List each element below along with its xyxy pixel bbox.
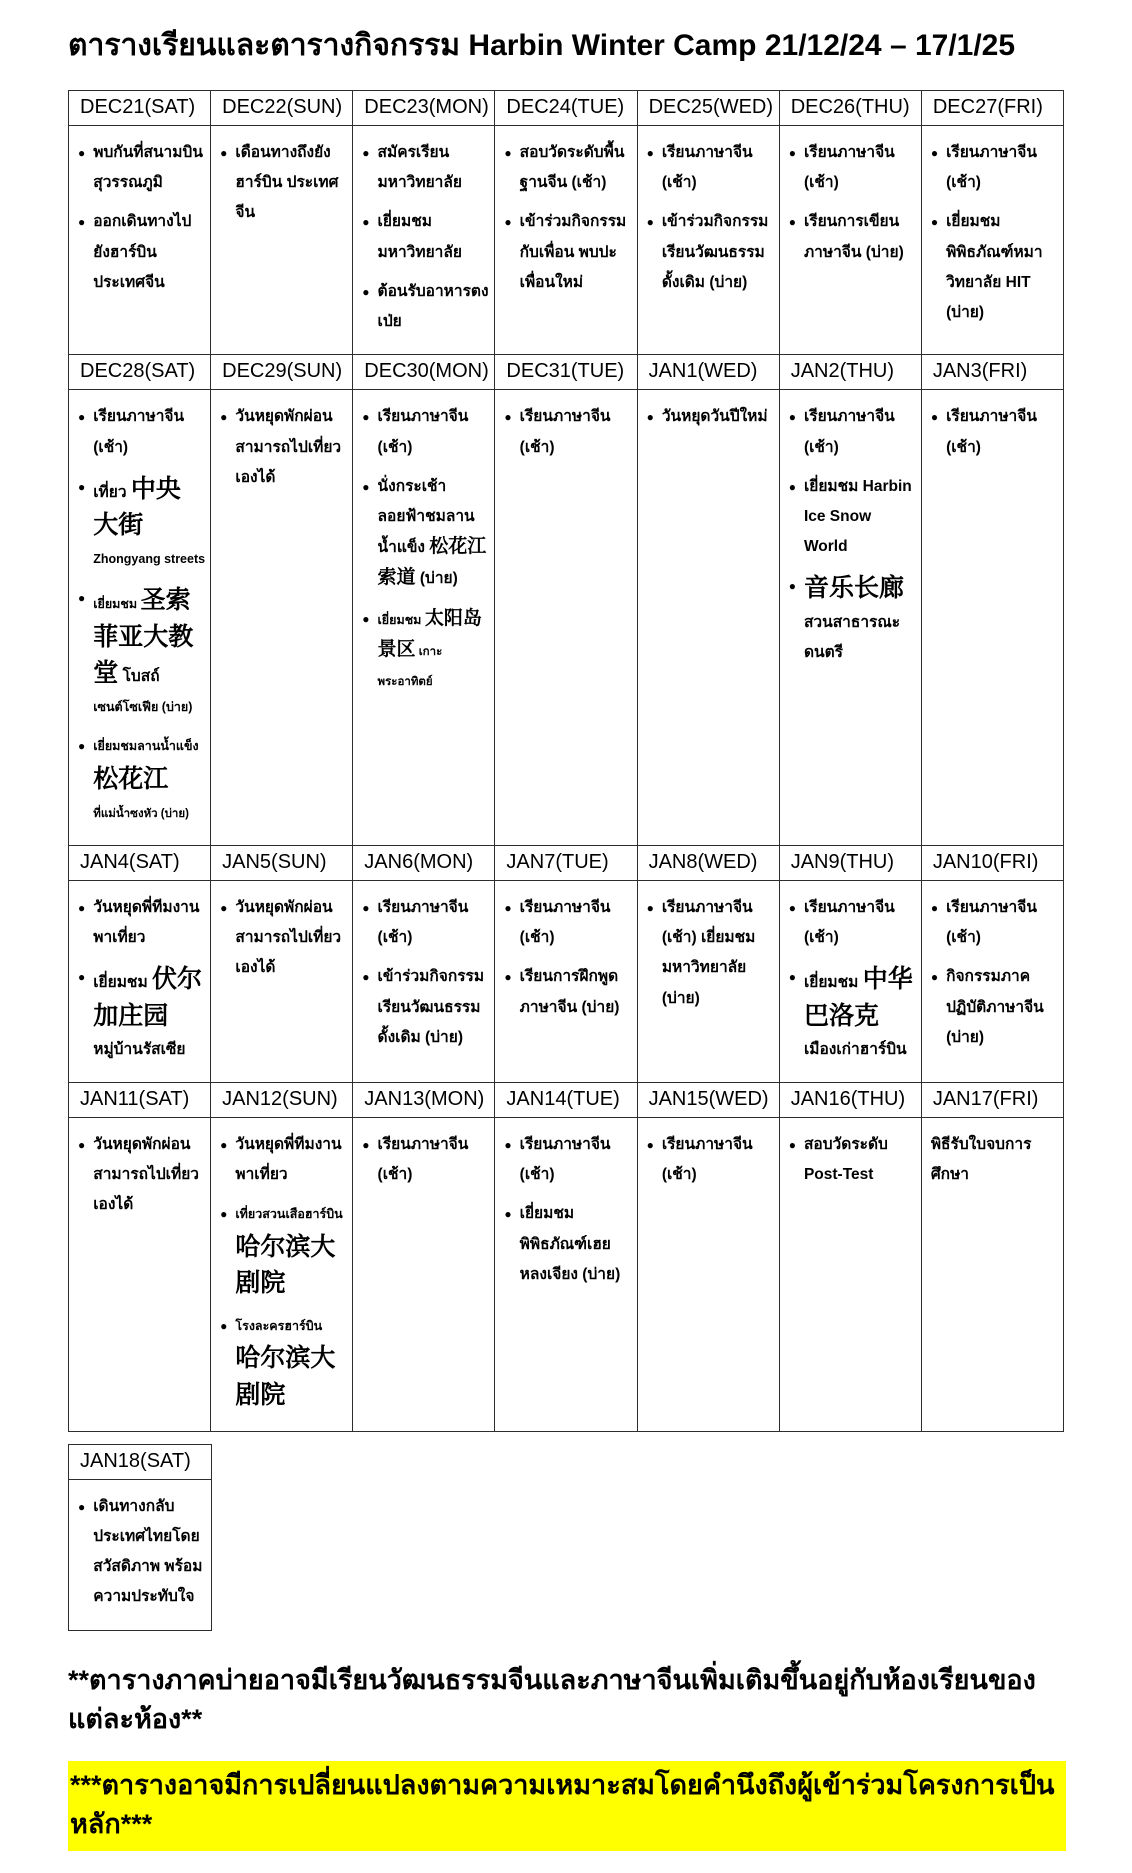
bullet-icon: ● xyxy=(646,215,654,230)
bullet-icon: ● xyxy=(78,410,86,425)
schedule-item xyxy=(789,402,916,462)
schedule-item xyxy=(647,138,774,198)
item-text xyxy=(946,402,1058,462)
schedule-item xyxy=(220,1199,347,1302)
schedule-item xyxy=(220,893,347,984)
day-cell xyxy=(69,126,211,355)
item-text xyxy=(946,893,1058,953)
text-segment: เรียนภาษาจีน (เช้า) xyxy=(661,1136,753,1184)
text-segment: ที่แม่น้ำซงหัว (บ่าย) xyxy=(93,807,189,820)
day-cell xyxy=(779,126,921,355)
schedule-item xyxy=(789,207,916,267)
day-header: JAN16(THU) xyxy=(779,1083,921,1118)
text-segment: เยี่ยมชมพิพิธภัณฑ์หมาวิทยาลัย HIT (บ่าย) xyxy=(946,213,1043,322)
schedule-item xyxy=(931,402,1058,462)
text-segment: นั่งกระเช้าลอยฟ้าชมลานน้ำแข็ง xyxy=(377,477,475,557)
schedule-item xyxy=(362,472,489,595)
bullet-icon: ● xyxy=(646,146,654,160)
item-text xyxy=(662,402,768,432)
item-text xyxy=(804,962,916,1065)
schedule-item xyxy=(647,402,774,432)
item-text xyxy=(378,277,490,337)
bullet-icon: ● xyxy=(504,215,512,230)
item-text xyxy=(235,1130,347,1190)
text-segment: ต้อนรับอาหารตงเป่ย xyxy=(377,282,489,331)
bullet-icon: ● xyxy=(504,970,512,985)
text-segment: 音乐长廊 xyxy=(803,573,904,603)
text-segment: เรียนภาษาจีน (เช้า) xyxy=(803,408,895,456)
day-header: JAN18(SAT) xyxy=(69,1444,212,1479)
text-segment: 圣索菲亚大教堂 xyxy=(93,585,194,687)
day-header: DEC29(SUN) xyxy=(211,355,353,390)
bullet-icon: ● xyxy=(646,1138,654,1153)
item-text xyxy=(235,138,347,229)
bullet-icon: ● xyxy=(78,479,86,494)
text-segment: เรียนภาษาจีน (เช้า) xyxy=(803,898,895,947)
day-cell xyxy=(495,390,637,846)
item-text xyxy=(520,962,632,1022)
text-segment: สมัครเรียนมหาวิทยาลัย xyxy=(377,144,462,192)
text-segment: เยี่ยมชมมหาวิทยาลัย xyxy=(377,213,462,261)
item-text xyxy=(378,893,490,953)
text-segment: เยี่ยมชม Harbin Ice Snow World xyxy=(803,477,912,556)
item-text xyxy=(946,138,1058,198)
item-text xyxy=(804,402,916,462)
text-segment: โรงละครฮาร์บิน xyxy=(235,1319,323,1334)
week-header-row xyxy=(69,845,1064,880)
item-text xyxy=(235,1199,347,1302)
bullet-icon: ● xyxy=(788,479,796,494)
item-text xyxy=(662,138,774,198)
day-cell xyxy=(637,1118,779,1432)
text-segment: Zhongyang streets xyxy=(93,552,206,567)
text-segment: วันหยุดพักผ่อนสามารถไปเที่ยวเองได้ xyxy=(235,408,342,486)
bullet-icon: ● xyxy=(504,1207,512,1222)
day-header: JAN8(WED) xyxy=(637,845,779,880)
week-content-row xyxy=(69,390,1064,846)
bullet-icon: ● xyxy=(220,1207,228,1222)
day-header: DEC23(MON) xyxy=(353,91,495,126)
schedule-item xyxy=(504,138,631,198)
day-cell xyxy=(637,880,779,1082)
bullet-icon: ● xyxy=(362,900,370,915)
text-segment: 松花江索道 xyxy=(377,535,487,589)
schedule-item xyxy=(504,962,631,1022)
item-text xyxy=(93,138,205,198)
bullet-icon: ● xyxy=(788,970,796,985)
day-cell xyxy=(353,126,495,355)
week-header-row xyxy=(69,355,1064,390)
day-header: JAN9(THU) xyxy=(779,845,921,880)
text-segment: เซนต์โซเฟีย (บ่าย) xyxy=(93,700,193,715)
day-header: DEC28(SAT) xyxy=(69,355,211,390)
item-text xyxy=(520,893,632,953)
bullet-icon: ● xyxy=(788,215,796,230)
day-header: JAN2(THU) xyxy=(779,355,921,390)
day-header: JAN17(FRI) xyxy=(921,1083,1063,1118)
text-segment: เรียนภาษาจีน (เช้า) xyxy=(946,144,1037,192)
schedule-item xyxy=(931,207,1058,328)
schedule-item xyxy=(220,138,347,229)
day-cell xyxy=(69,1118,211,1432)
day-header: JAN14(TUE) xyxy=(495,1083,637,1118)
item-text xyxy=(520,207,632,298)
bullet-icon: ● xyxy=(362,146,370,160)
bullet-icon: ● xyxy=(362,1138,370,1153)
day-cell xyxy=(211,390,353,846)
schedule-item xyxy=(931,962,1058,1053)
text-segment: เรียนภาษาจีน (เช้า) xyxy=(946,408,1037,456)
item-text xyxy=(931,1130,1058,1190)
text-segment: (บ่าย) xyxy=(415,570,458,588)
text-segment: เดินทางกลับประเทศไทยโดยสวัสดิภาพ พร้อมความประทับใจ xyxy=(93,1497,203,1606)
text-segment: สอบวัดระดับพื้นฐานจีน (เช้า) xyxy=(519,144,625,192)
schedule-item xyxy=(78,1492,206,1613)
text-segment: 太阳岛景区 xyxy=(377,606,482,660)
text-segment: เรียนภาษาจีน (เช้า) เยี่ยมชมมหาวิทยาลัย (บ่าย) xyxy=(661,898,756,1007)
bullet-icon: ● xyxy=(220,410,228,425)
item-text xyxy=(378,402,490,462)
text-segment: เที่ยว xyxy=(93,483,131,501)
bullet-icon: ● xyxy=(362,479,370,494)
day-header: DEC30(MON) xyxy=(353,355,495,390)
item-text xyxy=(662,1130,774,1190)
item-text xyxy=(946,207,1058,328)
item-text xyxy=(804,1130,916,1190)
schedule-item xyxy=(789,472,916,563)
item-text xyxy=(378,962,490,1053)
item-text xyxy=(946,962,1058,1053)
item-text xyxy=(93,207,205,298)
week-header-row xyxy=(69,1444,212,1479)
item-text xyxy=(93,1130,205,1221)
day-cell xyxy=(637,390,779,846)
text-segment: เข้าร่วมกิจกรรมเรียนวัฒนธรรมดั้งเดิม (บ่าย) xyxy=(661,213,769,291)
bullet-icon: ● xyxy=(78,591,86,606)
day-cell xyxy=(69,390,211,846)
extra-week-table xyxy=(68,1444,212,1631)
text-segment: 中央大街 xyxy=(93,473,181,539)
day-header: DEC27(FRI) xyxy=(921,91,1063,126)
text-segment: หมู่บ้านรัสเซีย xyxy=(93,1040,186,1058)
bullet-icon: ● xyxy=(930,146,939,160)
day-header: JAN10(FRI) xyxy=(921,845,1063,880)
bullet-icon: ● xyxy=(930,410,939,425)
bullet-icon: ● xyxy=(362,970,370,985)
item-text xyxy=(93,962,205,1065)
text-segment: กิจกรรมภาคปฏิบัติภาษาจีน (บ่าย) xyxy=(946,968,1044,1046)
text-segment: เกาะพระอาทิตย์ xyxy=(377,645,443,689)
text-segment: เดือนทางถึงยังฮาร์บิน ประเทศจีน xyxy=(235,144,339,222)
day-cell xyxy=(211,126,353,355)
bullet-icon: ● xyxy=(362,284,370,299)
text-segment: เข้าร่วมกิจกรรมเรียนวัฒนธรรมดั้งเดิม (บ่าย) xyxy=(377,968,485,1046)
text-segment: เรียนภาษาจีน (เช้า) xyxy=(946,898,1037,947)
bullet-icon: ● xyxy=(930,970,939,985)
bullet-icon: ● xyxy=(788,1138,796,1153)
day-header: JAN5(SUN) xyxy=(211,845,353,880)
schedule-item xyxy=(504,1130,631,1190)
schedule-item xyxy=(789,138,916,198)
schedule-item xyxy=(78,962,205,1065)
schedule-item xyxy=(78,138,205,198)
note-afternoon-schedule: **ตารางภาคบ่ายอาจมีเรียนวัฒนธรรมจีนและภาษาจีนเพิ่มเติมขึ้นอยู่กับห้องเรียนของแต่ละห้อง** xyxy=(68,1664,1036,1734)
schedule-item xyxy=(362,207,489,267)
bullet-icon: ● xyxy=(78,739,86,754)
schedule-item xyxy=(362,277,489,337)
bullet-icon: ● xyxy=(788,579,796,594)
schedule-item xyxy=(78,583,205,722)
item-text xyxy=(235,1311,347,1414)
bullet-icon: ● xyxy=(78,1138,86,1153)
day-header: DEC26(THU) xyxy=(779,91,921,126)
bullet-icon: ● xyxy=(504,146,512,160)
bullet-icon: ● xyxy=(362,410,370,425)
text-segment: โบสถ์ xyxy=(118,667,160,685)
item-text xyxy=(235,893,347,984)
week-header-row xyxy=(69,1083,1064,1118)
schedule-item xyxy=(504,1199,631,1290)
footer-notes xyxy=(68,1661,1066,1873)
item-text xyxy=(378,1130,490,1190)
item-text xyxy=(520,402,632,462)
text-segment: วันหยุดวันปีใหม่ xyxy=(661,408,768,426)
bullet-icon: ● xyxy=(646,900,654,915)
week-content-row xyxy=(69,126,1064,355)
bullet-icon: ● xyxy=(78,900,86,915)
bullet-icon: ● xyxy=(78,1499,86,1514)
day-cell xyxy=(779,880,921,1082)
item-text xyxy=(93,893,205,953)
item-text xyxy=(93,1492,206,1613)
text-segment: เรียนภาษาจีน (เช้า) xyxy=(377,408,469,456)
day-cell xyxy=(921,390,1063,846)
bullet-icon: ● xyxy=(220,146,228,160)
text-segment: เที่ยวสวนเสือฮาร์บิน xyxy=(235,1207,343,1222)
bullet-icon: ● xyxy=(220,1138,228,1153)
schedule-item xyxy=(931,138,1058,198)
bullet-icon: ● xyxy=(930,900,939,915)
item-text xyxy=(662,893,774,1014)
item-text xyxy=(378,138,490,198)
text-segment: 松花江 xyxy=(93,763,169,793)
text-segment: เรียนภาษาจีน (เช้า) xyxy=(803,144,895,192)
bullet-icon: ● xyxy=(78,970,86,985)
text-segment: เข้าร่วมกิจกรรมกับเพื่อน พบปะเพื่อนใหม่ xyxy=(519,213,627,291)
schedule-item xyxy=(78,1130,205,1221)
schedule-item xyxy=(220,402,347,493)
schedule-item xyxy=(362,604,489,697)
item-text xyxy=(520,1199,632,1290)
bullet-icon: ● xyxy=(504,900,512,915)
week-header-row xyxy=(69,91,1064,126)
bullet-icon: ● xyxy=(220,1319,228,1334)
day-cell xyxy=(495,880,637,1082)
day-cell xyxy=(353,880,495,1082)
schedule-item xyxy=(78,472,205,575)
bullet-icon: ● xyxy=(788,900,796,915)
bullet-icon: ● xyxy=(504,410,512,425)
schedule-item xyxy=(931,1130,1058,1190)
day-cell xyxy=(921,880,1063,1082)
day-cell xyxy=(211,1118,353,1432)
text-segment: เรียนภาษาจีน (เช้า) xyxy=(519,898,611,947)
bullet-icon: ● xyxy=(788,146,796,160)
day-cell xyxy=(211,880,353,1082)
text-segment: 中华巴洛克 xyxy=(803,964,913,1030)
text-segment: เยี่ยมชม xyxy=(93,597,141,612)
text-segment: เรียนภาษาจีน (เช้า) xyxy=(93,408,185,456)
text-segment: เรียนการฝึกพูดภาษาจีน (บ่าย) xyxy=(519,968,620,1016)
schedule-item xyxy=(220,1130,347,1190)
item-text xyxy=(378,207,490,267)
schedule-item xyxy=(647,207,774,298)
schedule-table xyxy=(68,90,1064,1432)
item-text xyxy=(378,472,490,595)
item-text xyxy=(804,207,916,267)
text-segment: เยี่ยมชม xyxy=(377,612,425,627)
day-header: JAN3(FRI) xyxy=(921,355,1063,390)
day-cell xyxy=(353,1118,495,1432)
schedule-item xyxy=(362,962,489,1053)
item-text xyxy=(804,472,916,563)
text-segment: เรียนการเขียนภาษาจีน (บ่าย) xyxy=(803,213,904,261)
schedule-item xyxy=(78,731,205,828)
day-header: DEC21(SAT) xyxy=(69,91,211,126)
day-header: JAN4(SAT) xyxy=(69,845,211,880)
text-segment: 哈尔滨大剧院 xyxy=(235,1343,336,1409)
item-text xyxy=(804,138,916,198)
text-segment: เมืองเก่าฮาร์บิน xyxy=(803,1040,907,1058)
day-header: JAN7(TUE) xyxy=(495,845,637,880)
day-header: DEC25(WED) xyxy=(637,91,779,126)
week-content-row xyxy=(69,1118,1064,1432)
day-cell xyxy=(921,126,1063,355)
day-header: DEC22(SUN) xyxy=(211,91,353,126)
week-content-row xyxy=(69,880,1064,1082)
day-header: JAN13(MON) xyxy=(353,1083,495,1118)
item-text xyxy=(93,731,198,828)
item-text xyxy=(520,138,632,198)
text-segment: ออกเดินทางไปยังฮาร์บินประเทศจีน xyxy=(93,213,192,291)
day-header: DEC31(TUE) xyxy=(495,355,637,390)
day-header: JAN11(SAT) xyxy=(69,1083,211,1118)
schedule-item xyxy=(789,1130,916,1190)
item-text xyxy=(93,472,205,575)
schedule-item xyxy=(647,893,774,1014)
schedule-item xyxy=(362,893,489,953)
day-cell xyxy=(779,1118,921,1432)
schedule-item xyxy=(931,893,1058,953)
bullet-icon: ● xyxy=(788,410,796,425)
day-cell xyxy=(495,126,637,355)
text-segment: เรียนภาษาจีน (เช้า) xyxy=(377,1136,469,1184)
item-text xyxy=(93,402,205,462)
text-segment: เยี่ยมชม xyxy=(93,974,152,992)
day-cell xyxy=(353,390,495,846)
day-cell xyxy=(637,126,779,355)
day-header: JAN6(MON) xyxy=(353,845,495,880)
bullet-icon: ● xyxy=(220,900,228,915)
schedule-item xyxy=(78,207,205,298)
text-segment: 伏尔加庄园 xyxy=(93,964,202,1030)
schedule-item xyxy=(789,962,916,1065)
schedule-item xyxy=(789,571,916,668)
note-schedule-changes: ***ตารางอาจมีการเปลี่ยนแปลงตามความเหมาะสมโดยคำนึงถึงผู้เข้าร่วมโครงการเป็นหลัก*** xyxy=(68,1761,1066,1851)
text-segment: สวนสาธารณะดนตรี xyxy=(803,613,901,661)
text-segment: พบกันที่สนามบินสุวรรณภูมิ xyxy=(93,144,203,192)
item-text xyxy=(378,604,490,697)
schedule-item xyxy=(789,893,916,953)
text-segment: เยี่ยมชมพิพิธภัณฑ์เฮยหลงเจียง (บ่าย) xyxy=(519,1205,621,1283)
text-segment: เยี่ยมชมลานน้ำแข็ง xyxy=(93,739,199,754)
item-text xyxy=(93,583,205,722)
week-content-row xyxy=(69,1479,212,1630)
item-text xyxy=(804,571,916,668)
text-segment: 哈尔滨大剧院 xyxy=(235,1231,336,1297)
bullet-icon: ● xyxy=(930,215,939,230)
schedule-item xyxy=(220,1311,347,1414)
bullet-icon: ● xyxy=(78,215,86,230)
schedule-item xyxy=(78,402,205,462)
schedule-item xyxy=(647,1130,774,1190)
day-header: DEC24(TUE) xyxy=(495,91,637,126)
day-cell xyxy=(69,1479,212,1630)
text-segment: พิธีรับใบจบการศึกษา xyxy=(930,1136,1032,1184)
text-segment: วันหยุดพี่ทีมงานพาเที่ยว xyxy=(235,1136,342,1184)
schedule-item xyxy=(504,207,631,298)
day-header: JAN15(WED) xyxy=(637,1083,779,1118)
day-header: JAN12(SUN) xyxy=(211,1083,353,1118)
bullet-icon: ● xyxy=(362,215,370,230)
text-segment: เยี่ยมชม xyxy=(803,974,863,992)
schedule-item xyxy=(78,893,205,953)
item-text xyxy=(520,1130,632,1190)
bullet-icon: ● xyxy=(362,611,370,626)
bullet-icon: ● xyxy=(646,410,654,425)
day-cell xyxy=(779,390,921,846)
text-segment: สอบวัดระดับ Post-Test xyxy=(803,1136,888,1184)
text-segment: วันหยุดพักผ่อนสามารถไปเที่ยวเองได้ xyxy=(235,898,342,977)
day-cell xyxy=(921,1118,1063,1432)
schedule-item xyxy=(362,138,489,198)
text-segment: วันหยุดพี่ทีมงานพาเที่ยว xyxy=(93,898,200,947)
item-text xyxy=(804,893,916,953)
schedule-item xyxy=(504,402,631,462)
day-cell xyxy=(69,880,211,1082)
schedule-item xyxy=(362,1130,489,1190)
item-text xyxy=(235,402,347,493)
page-title: ตารางเรียนและตารางกิจกรรม Harbin Winter Camp 21/12/24 – 17/1/25 xyxy=(68,29,1016,62)
day-header: JAN1(WED) xyxy=(637,355,779,390)
schedule-item xyxy=(504,893,631,953)
text-segment: วันหยุดพักผ่อนสามารถไปเที่ยวเองได้ xyxy=(93,1136,199,1214)
day-cell xyxy=(495,1118,637,1432)
bullet-icon: ● xyxy=(78,146,86,160)
schedule-item xyxy=(362,402,489,462)
item-text xyxy=(662,207,774,298)
bullet-icon: ● xyxy=(504,1138,512,1153)
text-segment: เรียนภาษาจีน (เช้า) xyxy=(519,408,611,456)
text-segment: เรียนภาษาจีน (เช้า) xyxy=(661,144,753,192)
text-segment: เรียนภาษาจีน (เช้า) xyxy=(519,1136,611,1184)
text-segment: เรียนภาษาจีน (เช้า) xyxy=(377,898,469,947)
